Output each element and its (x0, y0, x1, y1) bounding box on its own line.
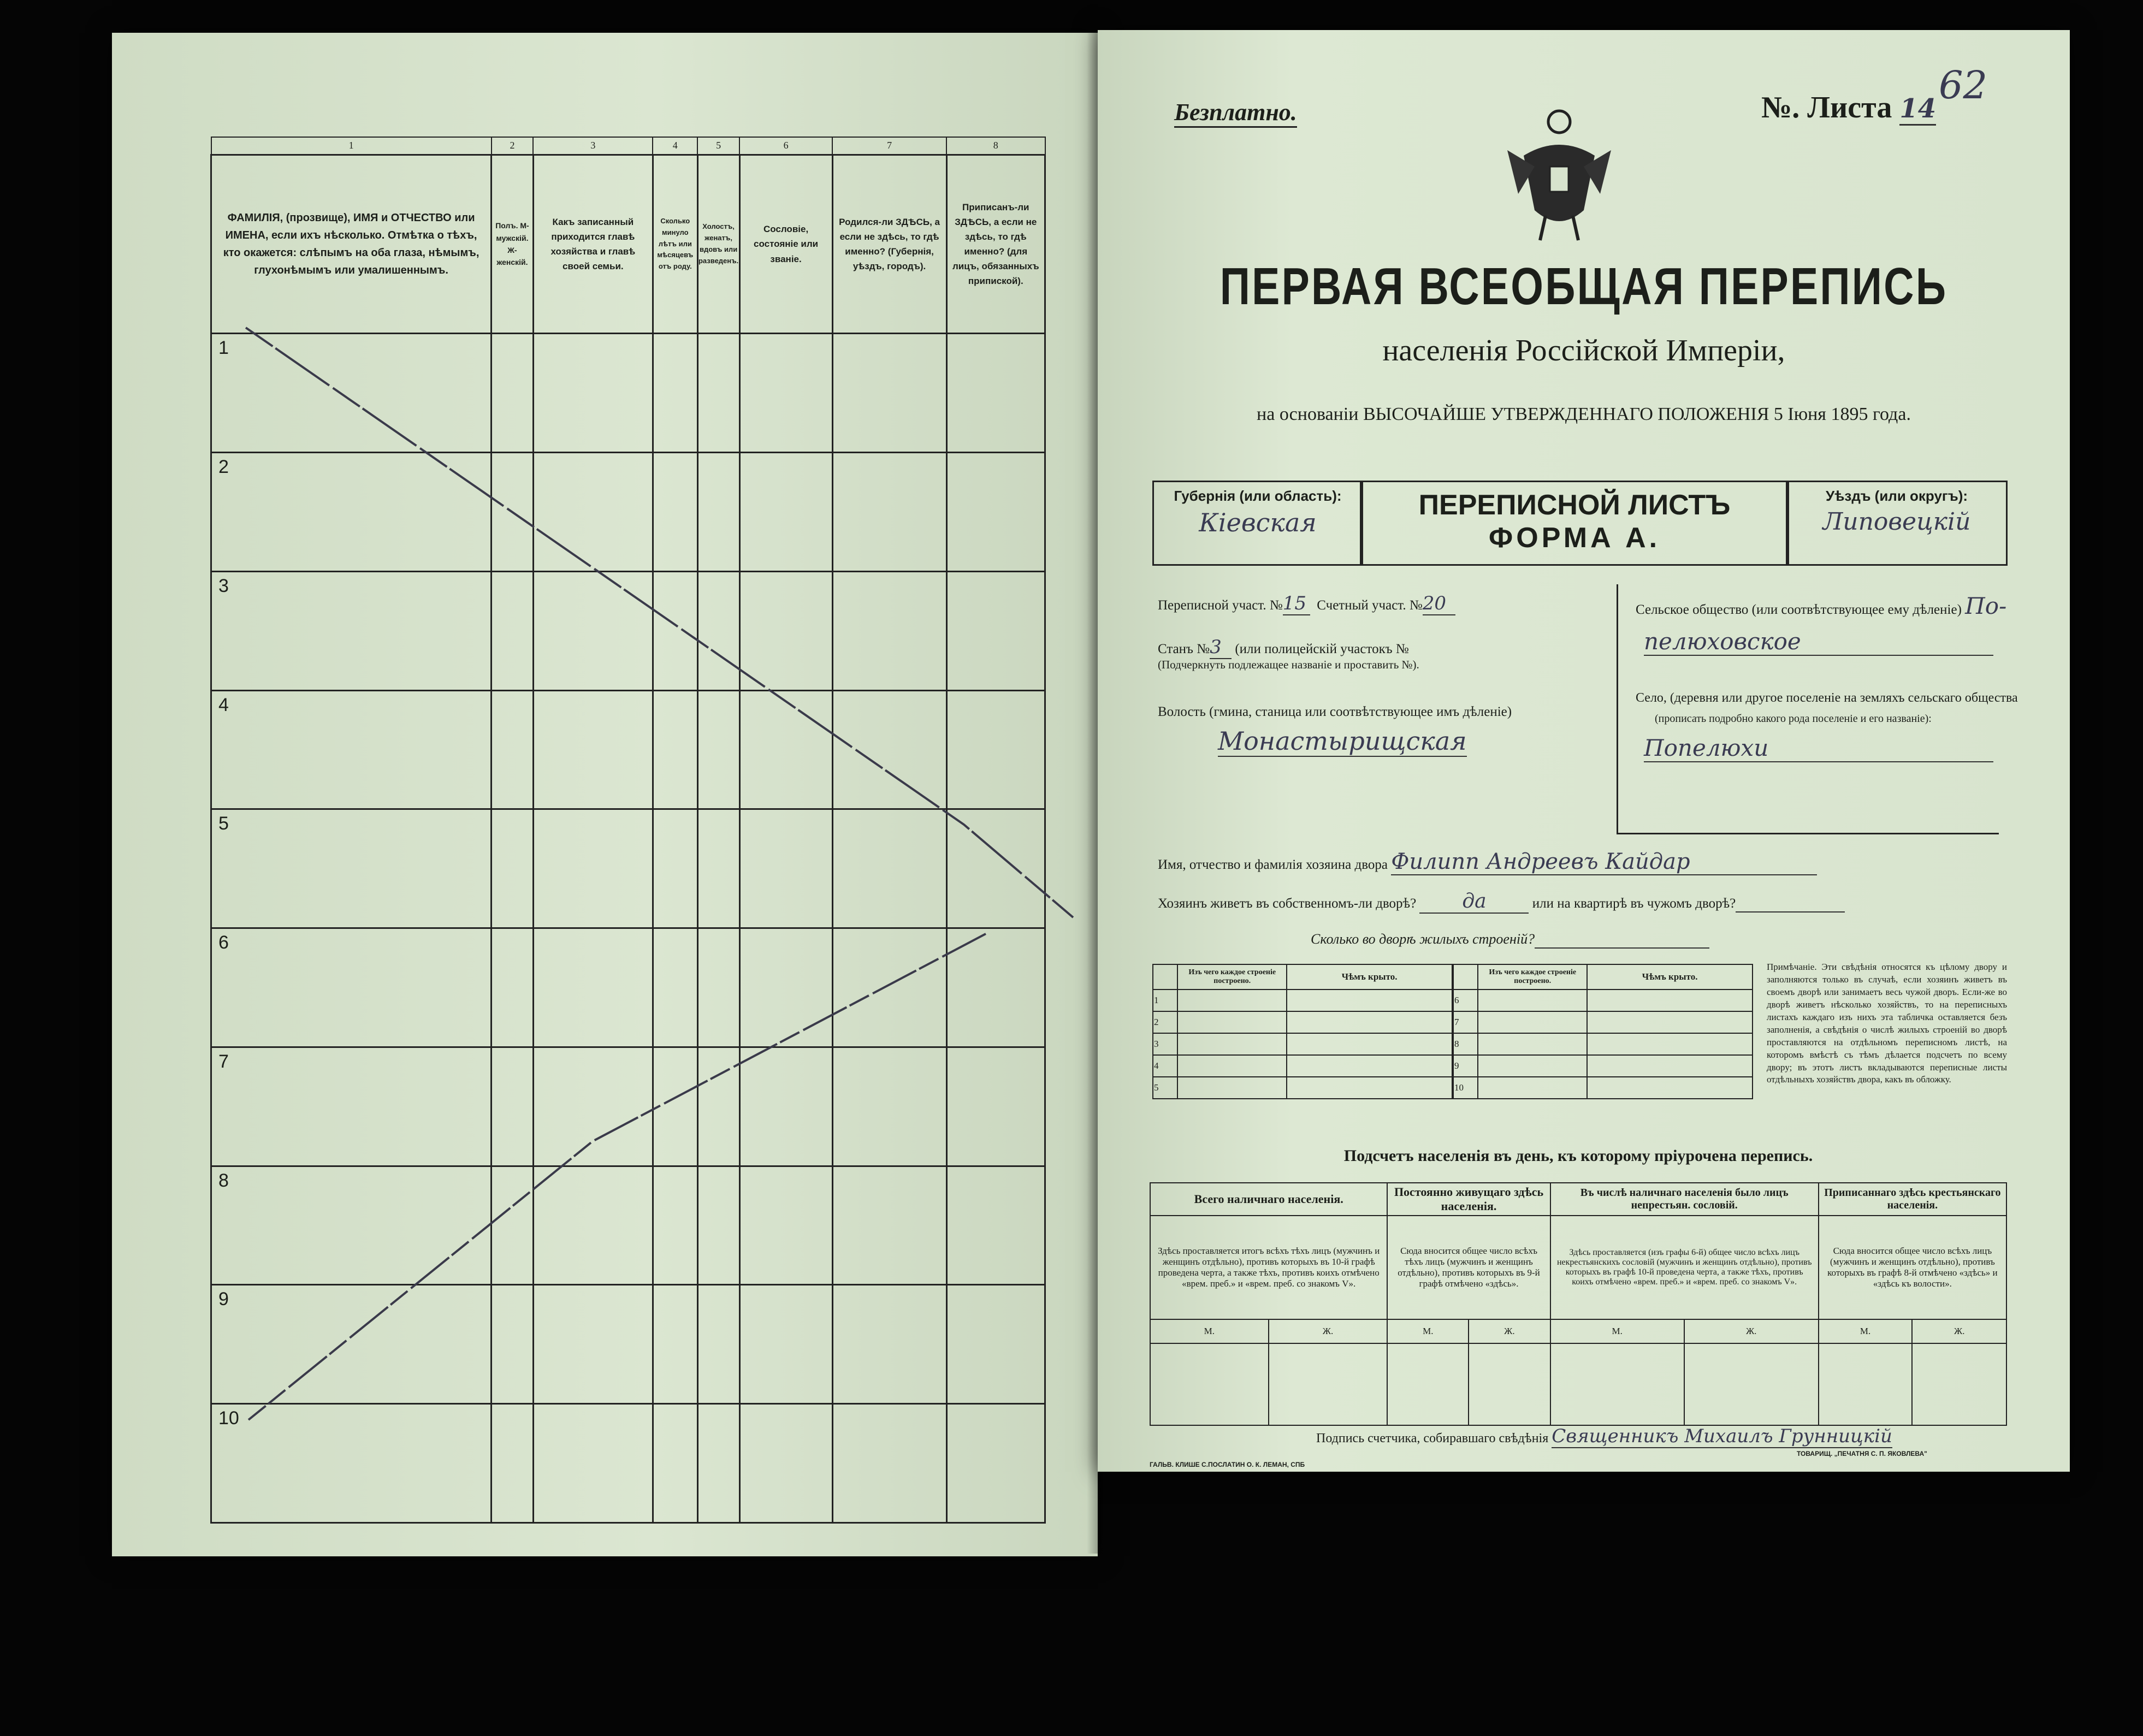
table-row: 2 7 (1153, 1011, 1753, 1033)
tally-head-1: Всего наличнаго населенія. (1150, 1183, 1387, 1216)
census-district-row: Переписной участ. №15 Счетный участ. №20 (1158, 593, 1455, 615)
tally-title: Подсчетъ населенія въ день, къ которому пріурочена перепись. (1343, 1147, 1813, 1165)
tally-head-3: Въ числѣ наличнаго населенія было лицъ непрестьян. сословій. (1550, 1183, 1819, 1216)
col-num-5: 5 (697, 137, 739, 155)
tally-head-4: Приписаннаго здѣсь крестьянскаго населенія. (1819, 1183, 2006, 1216)
bld-col-material: Изъ чего каждое строеніе построено. (1177, 964, 1287, 990)
village-note: (прописать подробно какого рода поселеніе и его названіе): (1655, 713, 1932, 725)
female-label: Ж. (1684, 1319, 1819, 1343)
col-num-1: 1 (211, 137, 492, 155)
society-value-1: По- (1965, 593, 2007, 619)
female-label: Ж. (1269, 1319, 1388, 1343)
row-number: 8 (218, 1170, 229, 1191)
form-title-1: ПЕРЕПИСНОЙ ЛИСТЪ (1418, 489, 1731, 521)
tally-text-4: Сюда вносится общее число всѣхъ лицъ (мужчинъ и женщинъ отдѣльно), противъ которыхъ въ графѣ 8-й отмѣчено «здѣсь» и «здѣсь къ волости». (1819, 1216, 2006, 1319)
col-num-6: 6 (739, 137, 832, 155)
underline-note: (Подчеркнуть подлежащее названіе и проставить №). (1158, 658, 1419, 671)
owner-value: Филипп Андреевъ Кайдар (1391, 849, 1817, 875)
basis-text: на основаніи ВЫСОЧАЙШЕ УТВЕРЖДЕННАГО ПОЛОЖЕНІЯ 5 Іюня 1895 года. (1257, 404, 1911, 424)
col-num-3: 3 (533, 137, 653, 155)
row-number: 7 (218, 1051, 229, 1072)
row-number: 6 (218, 932, 229, 953)
col-header-5: Холостъ, женатъ, вдовъ или разведенъ. (697, 155, 739, 334)
own-yard-row: Хозяинъ живетъ въ собственномъ-ли дворѣ? да или на квартирѣ въ чужомъ дворѣ? (1158, 890, 1999, 914)
male-label: М. (1150, 1319, 1269, 1343)
gubernia-value: Кіевская (1199, 508, 1317, 537)
uezd-value: Липовецкій (1822, 508, 1971, 536)
sheet-number-value: 14 (1899, 93, 1936, 126)
village-label: Село, (деревня или другое поселеніе на земляхъ сельскаго общества (1636, 691, 2018, 705)
printer-right: ТОВАРИЩ. „ПЕЧАТНЯ С. П. ЯКОВЛЕВА" (1797, 1450, 1927, 1457)
female-label: Ж. (1912, 1319, 2006, 1343)
stan-value: 3 (1210, 636, 1232, 659)
row-number: 3 (218, 575, 229, 596)
tally-text-1: Здѣсь проставляется итогъ всѣхъ тѣхъ лицъ (мужчинъ и женщинъ отдѣльно), противъ которыхъ въ 10-й графѣ проведена черта, а также тѣхъ, противъ коихъ отмѣчено «врем. преб.» и «врем. преб. со знакомъ V». (1150, 1216, 1387, 1319)
row-number: 5 (218, 813, 229, 834)
table-row: 4 9 (1153, 1055, 1753, 1077)
row-number: 1 (218, 337, 229, 359)
col-num-2: 2 (492, 137, 534, 155)
signature-value: Священникъ Михаилъ Грунницкій (1552, 1425, 1892, 1447)
col-header-3: Какъ записанный приходится главѣ хозяйства и главѣ своей семьи. (533, 155, 653, 334)
row-number: 10 (218, 1408, 239, 1429)
male-label: М. (1387, 1319, 1469, 1343)
society-label: Сельское общество (или соотвѣтствующее ему дѣленіе) По- (1636, 593, 2007, 619)
owner-row: Имя, отчество и фамилія хозяина двора Филипп Андреевъ Кайдар (1158, 849, 1999, 875)
bld-col-roof: Чѣмъ крыто. (1287, 964, 1453, 990)
row-number: 9 (218, 1289, 229, 1310)
buildings-row: Сколько во дворѣ жилыхъ строеній? (1311, 931, 1709, 949)
cross-out-lines (112, 33, 1098, 1556)
sheet-number-label: №. Листа 14 (1761, 91, 1937, 125)
col-header-7: Родился-ли ЗДѢСЬ, а если не здѣсь, то гдѣ именно? (Губернія, уѣздъ, городъ). (832, 155, 946, 334)
male-label: М. (1550, 1319, 1684, 1343)
row-number: 4 (218, 694, 229, 715)
society-value-2: пелюховское (1644, 628, 1993, 656)
gubernia-box (1152, 481, 1363, 566)
info-divider (1617, 584, 1618, 833)
col-num-8: 8 (946, 137, 1045, 155)
village-value: Попелюхи (1644, 734, 1993, 762)
bld-col-roof-2: Чѣмъ крыто. (1587, 964, 1753, 990)
left-page (112, 33, 1098, 1556)
table-row: 1 6 (1153, 990, 1753, 1011)
table-row: 5 10 (1153, 1077, 1753, 1099)
form-box (1360, 481, 1789, 566)
corner-number: 62 (1939, 63, 1988, 108)
printer-left: ГАЛЬВ. КЛИШЕ С.ПОСЛАТИН О. К. ЛЕМАН, СПБ (1150, 1461, 1305, 1468)
buildings-note: Примѣчаніе. Эти свѣдѣнія относятся къ цѣлому двору и заполняются только въ случаѣ, если хозяинъ живетъ въ своемъ дворѣ или занимаетъ весь чужой дворъ. Если-же во дворѣ живетъ нѣсколько хозяйствъ, то на переписныхъ листахъ каждаго изъ нихъ эта табличка оставляется безъ заполненія, а свѣдѣнія о числѣ жилыхъ строеній во дворѣ проставляются на отдѣльномъ переписномъ листѣ, на которомъ вмѣстѣ съ тѣмъ дѣлается подсчетъ по всему двору; въ этотъ листъ вкладываются переписные листы отдѣльныхъ хозяйствъ двора, какъ въ обложку. (1767, 962, 2007, 1085)
signature-row: Подпись счетчика, собиравшаго свѣдѣнія Священникъ Михаилъ Грунницкій (1316, 1425, 1892, 1447)
own-yard-value: да (1419, 890, 1529, 914)
buildings-table (1152, 964, 1753, 1099)
form-title-2: ФОРМА А. (1488, 522, 1661, 554)
tally-table (1150, 1182, 2007, 1426)
info-bottom-rule (1617, 833, 1999, 834)
row-number: 2 (218, 457, 229, 478)
form-subtitle: населенія Россійской Имперіи, (1382, 334, 1785, 368)
col-num-4: 4 (653, 137, 697, 155)
volost-value: Монастырищская (1218, 726, 1467, 756)
gubernia-label: Губернія (или область): (1174, 488, 1342, 504)
uezd-box (1786, 481, 2008, 566)
right-page (1098, 30, 2070, 1472)
col-num-7: 7 (832, 137, 946, 155)
census-district-value: 15 (1283, 593, 1310, 615)
table-row: 3 8 (1153, 1033, 1753, 1055)
col-header-2: Полъ. М-мужскій. Ж-женскій. (492, 155, 534, 334)
col-header-8: Приписанъ-ли ЗДѢСЬ, а если не здѣсь, то гдѣ именно? (для лицъ, обязанныхъ припиской). (946, 155, 1045, 334)
male-label: М. (1819, 1319, 1913, 1343)
uezd-label: Уѣздъ (или округъ): (1825, 488, 1968, 504)
free-label: Безплатно. (1174, 98, 1297, 128)
female-label: Ж. (1469, 1319, 1550, 1343)
col-header-6: Сословіе, состояніе или званіе. (739, 155, 832, 334)
tally-text-2: Сюда вносится общее число всѣхъ тѣхъ лицъ (мужчинъ и женщинъ отдѣльно), противъ которыхъ въ 9-й графѣ отмѣчено «здѣсь». (1387, 1216, 1550, 1319)
stan-row: Станъ №3 (или полицейскій участокъ № (1158, 636, 1409, 658)
col-header-4: Сколько минуло лѣтъ или мѣсяцевъ отъ роду. (653, 155, 697, 334)
form-title: ПЕРВАЯ ВСЕОБЩАЯ ПЕРЕПИСЬ (1220, 257, 1948, 316)
tally-head-2: Постоянно живущаго здѣсь населенія. (1387, 1183, 1550, 1216)
count-district-value: 20 (1423, 593, 1455, 615)
col-header-1: ФАМИЛІЯ, (прозвище), ИМЯ и ОТЧЕСТВО или ИМЕНА, если ихъ нѣсколько. Отмѣтка о тѣхъ, кто окажется: слѣпымъ на оба глаза, нѣмымъ, глухонѣмымъ или умалишеннымъ. (211, 155, 492, 334)
imperial-eagle-emblem (1502, 106, 1617, 243)
tally-text-3: Здѣсь проставляется (изъ графы 6-й) общее число всѣхъ лицъ некрестьянскихъ сословій (мужчинъ и женщинъ отдѣльно), противъ которыхъ въ графѣ 10-й проведена черта, а также тѣхъ, противъ коихъ отмѣчено «врем. преб.» и «врем. преб. со знакомъ V». (1550, 1216, 1819, 1319)
bld-col-material-2: Изъ чего каждое строеніе построено. (1478, 964, 1587, 990)
volost-label: Волость (гмина, станица или соотвѣтствующее имъ дѣленіе) (1158, 704, 1512, 719)
